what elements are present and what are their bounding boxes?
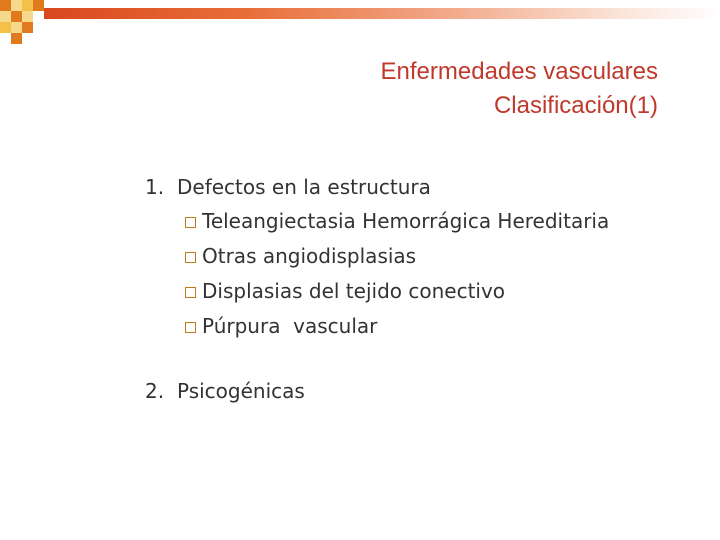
sub-item [185,274,705,309]
corner-square [0,22,11,33]
corner-square [11,22,22,33]
sub-list [185,204,705,344]
corner-square [0,11,11,22]
item-label: Defectos en la estructura [177,175,431,199]
slide-content [145,170,705,408]
title-line-2: Clasificación(1) [493,92,658,119]
corner-square [22,22,33,33]
corner-square [11,33,22,44]
corner-square [0,0,11,11]
spacer [145,344,705,374]
item-label: Psicogénicas [177,379,305,403]
top-gradient-bar [44,8,720,19]
sub-item-label: Displasias del tejido conectivo [202,279,506,303]
corner-square [11,11,22,22]
title-line-1: Enfermedades vasculares [380,58,658,85]
sub-item [185,204,705,239]
item-number: 1. [145,175,165,199]
sub-item-label: Otras angiodisplasias [202,244,417,268]
checkbox-bullet-icon [185,287,196,298]
checkbox-bullet-icon [185,217,196,228]
list-item [145,170,705,204]
sub-item [185,309,705,344]
checkbox-bullet-icon [185,322,196,333]
sub-item-label: Púrpura vascular [202,314,378,338]
corner-square [22,11,33,22]
sub-item-label: Teleangiectasia Hemorrágica Hereditaria [202,209,610,233]
item-number: 2. [145,379,165,403]
corner-square [33,0,44,11]
sub-item [185,239,705,274]
corner-decoration [0,0,60,45]
corner-square [22,0,33,11]
corner-square [11,0,22,11]
slide-title [238,55,658,123]
checkbox-bullet-icon [185,252,196,263]
list-item [145,374,705,408]
